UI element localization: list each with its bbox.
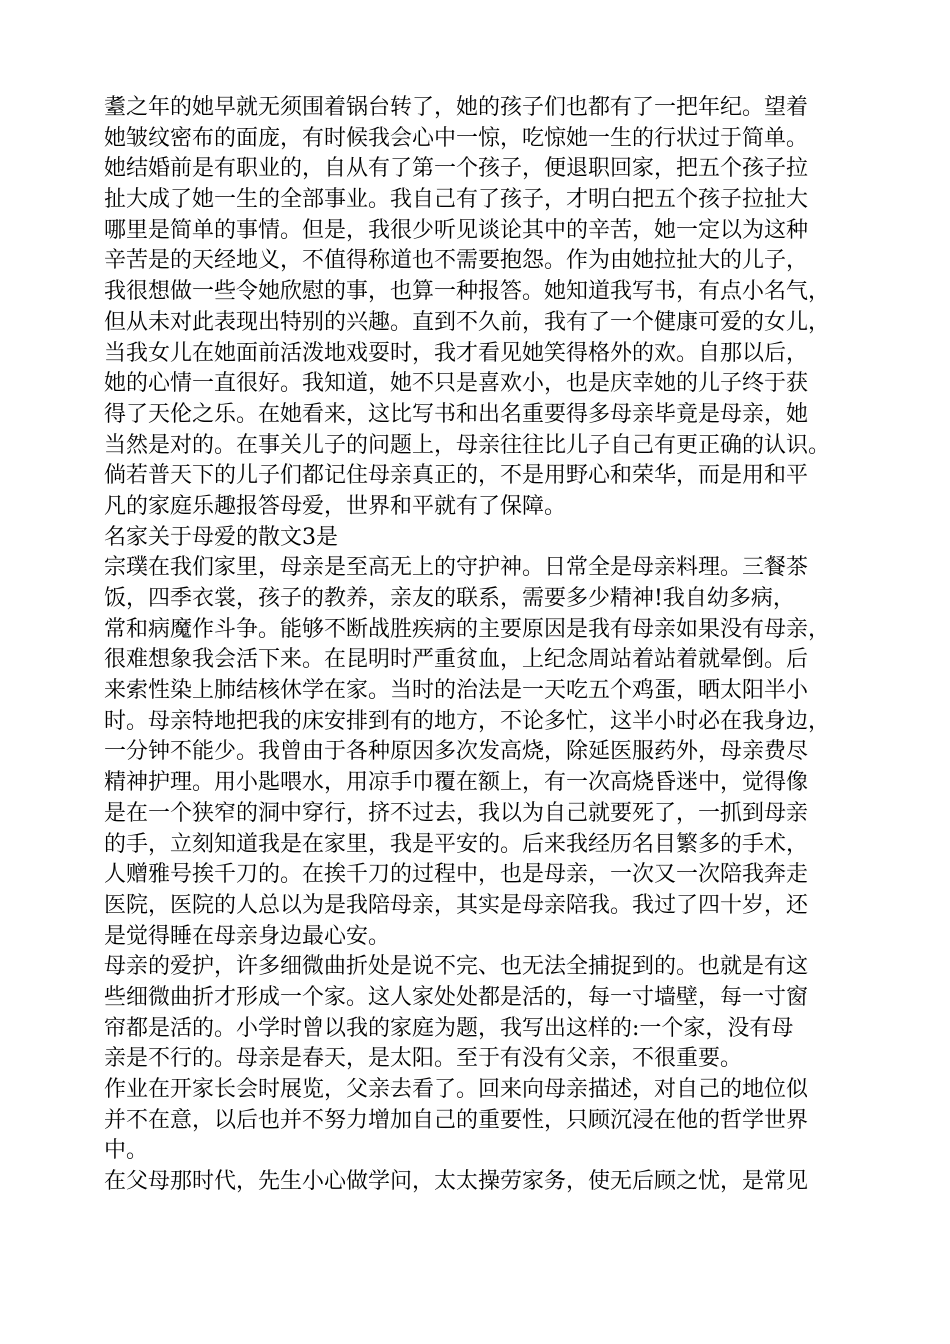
text-line: 些细微曲折才形成一个家。这人家处处都是活的，每一寸墙壁，每一寸窗 <box>104 984 809 1010</box>
text-line: 倘若普天下的儿子们都记住母亲真正的，不是用野心和荣华，而是用和平 <box>104 463 809 489</box>
document-body <box>104 93 864 1198</box>
text-line: 亲是不行的。母亲是春天，是太阳。至于有没有父亲，不很重要。 <box>104 1046 743 1072</box>
text-line: 是觉得睡在母亲身边最心安。 <box>104 923 391 949</box>
text-line: 她的心情一直很好。我知道，她不只是喜欢小，也是庆幸她的儿子终于获 <box>104 371 809 397</box>
text-line: 人赠雅号挨千刀的。在挨千刀的过程中，也是母亲，一次又一次陪我奔走 <box>104 862 809 888</box>
text-line: 她皱纹密布的面庞，有时候我会心中一惊，吃惊她一生的行状过于简单。 <box>104 125 809 151</box>
text-line: 饭，四季衣裳，孩子的教养，亲友的联系，需要多少精神!我自幼多病， <box>104 586 795 611</box>
text-line: 我很想做一些令她欣慰的事，也算一种报答。她知道我写书，有点小名气， <box>104 279 831 305</box>
text-line: 常和病魔作斗争。能够不断战胜疾病的主要原因是我有母亲如果没有母亲， <box>104 616 831 642</box>
text-line: 中。 <box>104 1138 149 1164</box>
text-line: 并不在意，以后也并不努力增加自己的重要性，只顾沉浸在他的哲学世界 <box>104 1107 809 1133</box>
text-line: 一分钟不能少。我曾由于各种原因多次发高烧，除延医服药外，母亲费尽 <box>104 739 809 765</box>
text-line: 时。母亲特地把我的床安排到有的地方，不论多忙，这半小时必在我身边， <box>104 708 831 734</box>
text-line: 当然是对的。在事关儿子的问题上，母亲往往比儿子自己有更正确的认识。 <box>104 432 831 458</box>
text-line: 耋之年的她早就无须围着锅台转了，她的孩子们也都有了一把年纪。望着 <box>104 95 809 120</box>
text-line: 宗璞在我们家里，母亲是至高无上的守护神。日常全是母亲料理。三餐茶 <box>104 555 809 581</box>
text-line: 来索性染上肺结核休学在家。当时的治法是一天吃五个鸡蛋，晒太阳半小 <box>104 678 809 704</box>
text-line: 但从未对此表现出特别的兴趣。直到不久前，我有了一个健康可爱的女儿， <box>104 309 831 335</box>
text-line: 医院，医院的人总以为是我陪母亲，其实是母亲陪我。我过了四十岁，还 <box>104 892 809 918</box>
text-line: 当我女儿在她面前活泼地戏耍时，我才看见她笑得格外的欢。自那以后， <box>104 340 809 366</box>
text-line: 是在一个狭窄的洞中穿行，挤不过去，我以为自己就要死了，一抓到母亲 <box>104 800 809 826</box>
text-line: 凡的家庭乐趣报答母爱，世界和平就有了保障。 <box>104 493 567 519</box>
text-line: 哪里是简单的事情。但是，我很少听见谈论其中的辛苦，她一定以为这种 <box>104 217 809 243</box>
text-line: 帘都是活的。小学时曾以我的家庭为题，我写出这样的:一个家，没有母 <box>104 1015 794 1041</box>
text-line: 精神护理。用小匙喂水，用凉手巾覆在额上，有一次高烧昏迷中，觉得像 <box>104 770 809 796</box>
text-line: 母亲的爱护，许多细微曲折处是说不完、也无法全捕捉到的。也就是有这 <box>104 954 809 980</box>
section-heading: 名家关于母爱的散文3是 <box>104 524 338 550</box>
text-line: 的手，立刻知道我是在家里，我是平安的。后来我经历名目繁多的手术， <box>104 831 809 857</box>
text-line: 在父母那时代，先生小心做学问，太太操劳家务，使无后顾之忧，是常见 <box>104 1169 809 1195</box>
text-line: 扯大成了她一生的全部事业。我自己有了孩子，才明白把五个孩子拉扯大 <box>104 187 809 213</box>
text-line: 她结婚前是有职业的，自从有了第一个孩子，便退职回家，把五个孩子拉 <box>104 156 809 182</box>
text-line: 辛苦是的天经地义，不值得称道也不需要抱怨。作为由她拉扯大的儿子， <box>104 248 809 274</box>
text-line: 很难想象我会活下来。在昆明时严重贫血，上纪念周站着站着就晕倒。后 <box>104 647 809 673</box>
text-line: 作业在开家长会时展览，父亲去看了。回来向母亲描述，对自己的地位似 <box>104 1077 809 1102</box>
text-line: 得了天伦之乐。在她看来，这比写书和出名重要得多母亲毕竟是母亲，她 <box>104 401 809 427</box>
